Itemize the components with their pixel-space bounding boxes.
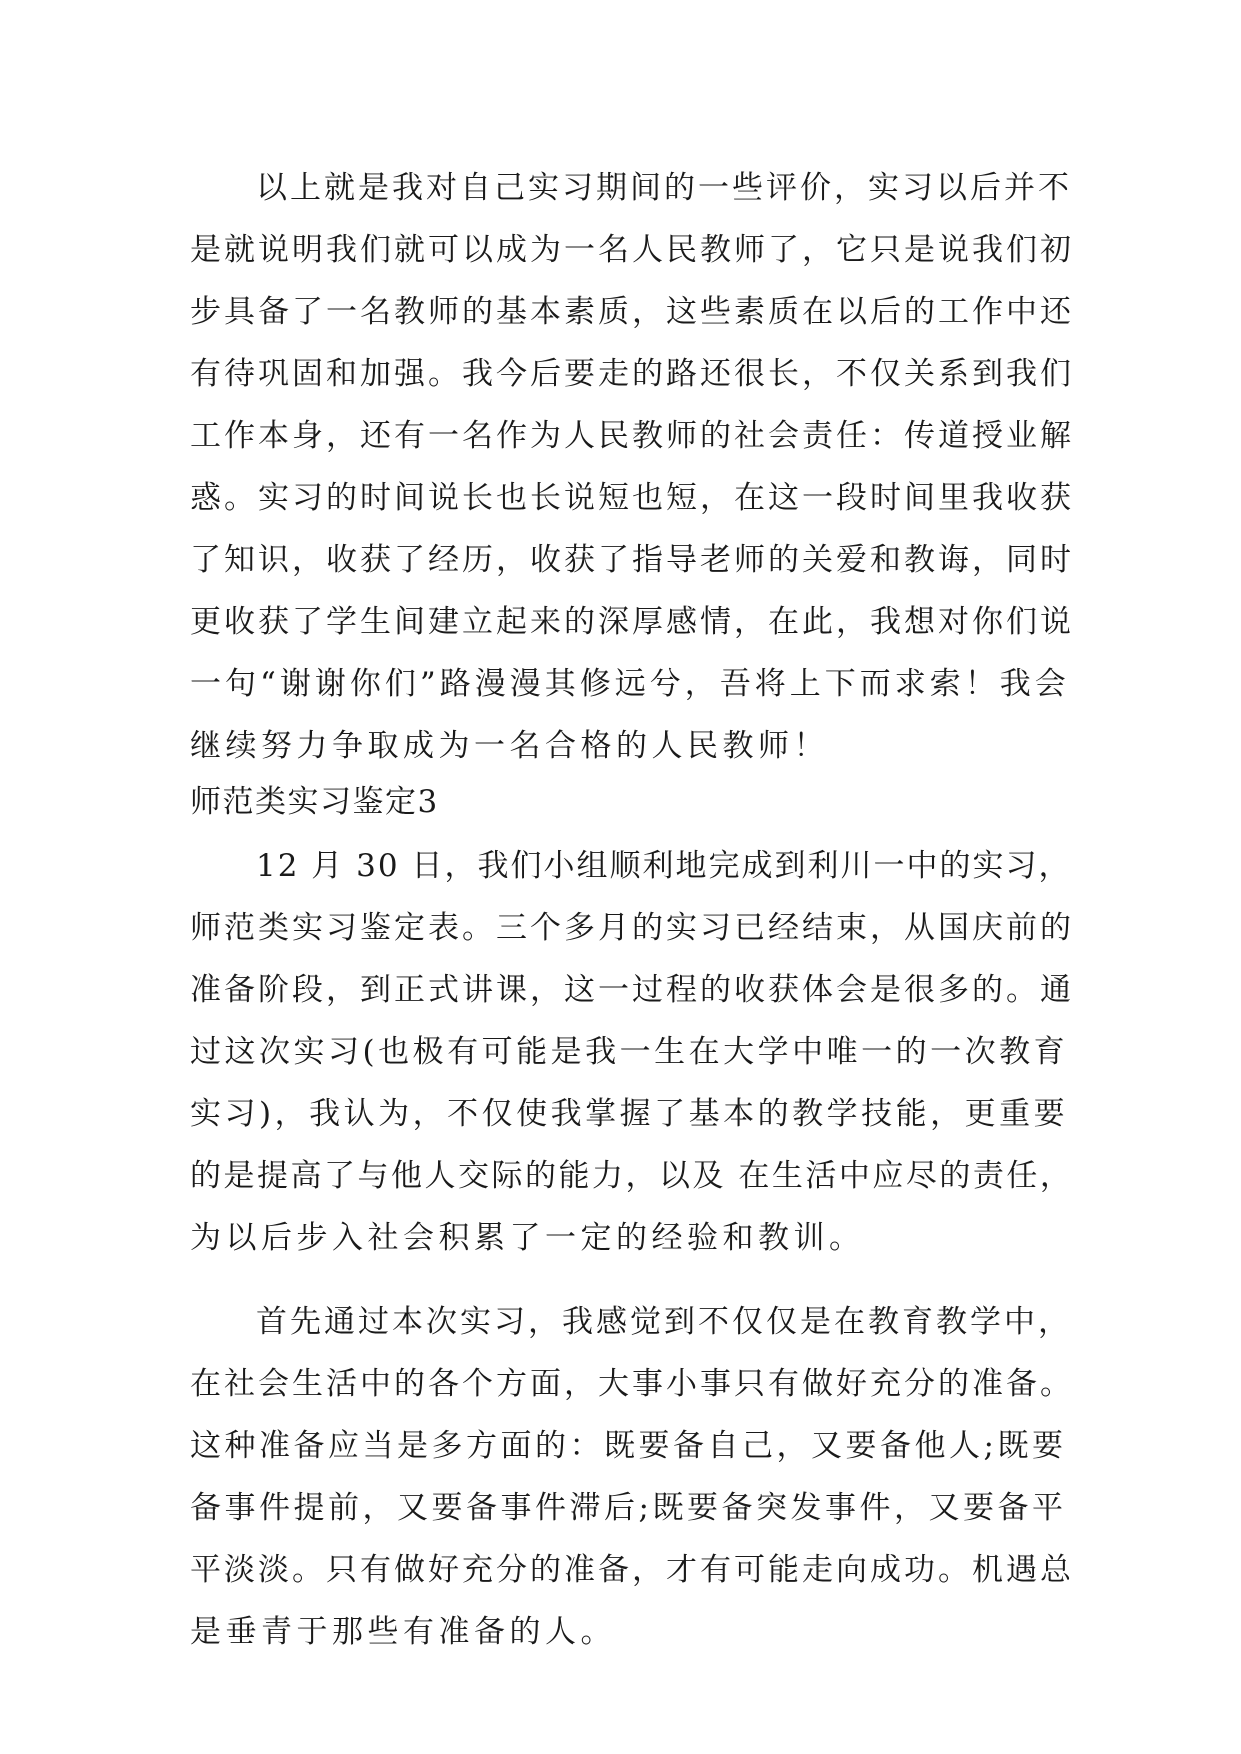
section-heading: 师范类实习鉴定3	[190, 784, 439, 820]
paragraph-line: 过这次实习(也极有可能是我一生在大学中唯一的一次教育	[190, 1034, 1069, 1070]
paragraph-line: 是就说明我们就可以成为一名人民教师了，它只是说我们初	[190, 232, 1074, 268]
paragraph-line: 惑。实习的时间说长也长说短也短，在这一段时间里我收获	[190, 480, 1074, 516]
paragraph-line: 有待巩固和加强。我今后要走的路还很长，不仅关系到我们	[190, 356, 1074, 392]
paragraph-line: 步具备了一名教师的基本素质，这些素质在以后的工作中还	[190, 294, 1074, 330]
paragraph-line: 为以后步入社会积累了一定的经验和教训。	[190, 1220, 865, 1256]
paragraph-line: 平淡淡。只有做好充分的准备，才有可能走向成功。机遇总	[190, 1552, 1074, 1588]
paragraph-line: 这种准备应当是多方面的：既要备自己，又要备他人;既要	[190, 1428, 1067, 1464]
paragraph-line: 准备阶段，到正式讲课，这一过程的收获体会是很多的。通	[190, 972, 1074, 1008]
paragraph-line: 工作本身，还有一名作为人民教师的社会责任：传道授业解	[190, 418, 1074, 454]
paragraph-line: 师范类实习鉴定表。三个多月的实习已经结束，从国庆前的	[190, 910, 1074, 946]
paragraph-line: 以上就是我对自己实习期间的一些评价，实习以后并不	[256, 170, 1072, 206]
paragraph-line: 12 月 30 日，我们小组顺利地完成到利川一中的实习，	[256, 848, 1072, 884]
paragraph-line: 在社会生活中的各个方面，大事小事只有做好充分的准备。	[190, 1366, 1074, 1402]
paragraph-line: 一句“谢谢你们”路漫漫其修远兮，吾将上下而求索！我会	[190, 666, 1070, 702]
paragraph-line: 了知识，收获了经历，收获了指导老师的关爱和教诲，同时	[190, 542, 1074, 578]
paragraph-line: 备事件提前，又要备事件滞后;既要备突发事件，又要备平	[190, 1490, 1067, 1526]
paragraph-line: 更收获了学生间建立起来的深厚感情，在此，我想对你们说	[190, 604, 1074, 640]
paragraph-line: 首先通过本次实习，我感觉到不仅仅是在教育教学中，	[256, 1304, 1072, 1340]
paragraph-line: 实习)，我认为，不仅使我掌握了基本的教学技能，更重要	[190, 1096, 1069, 1132]
paragraph-line: 继续努力争取成为一名合格的人民教师！	[190, 728, 829, 764]
paragraph-line: 的是提高了与他人交际的能力，以及 在生活中应尽的责任，	[190, 1158, 1074, 1194]
paragraph-line: 是垂青于那些有准备的人。	[190, 1614, 616, 1650]
